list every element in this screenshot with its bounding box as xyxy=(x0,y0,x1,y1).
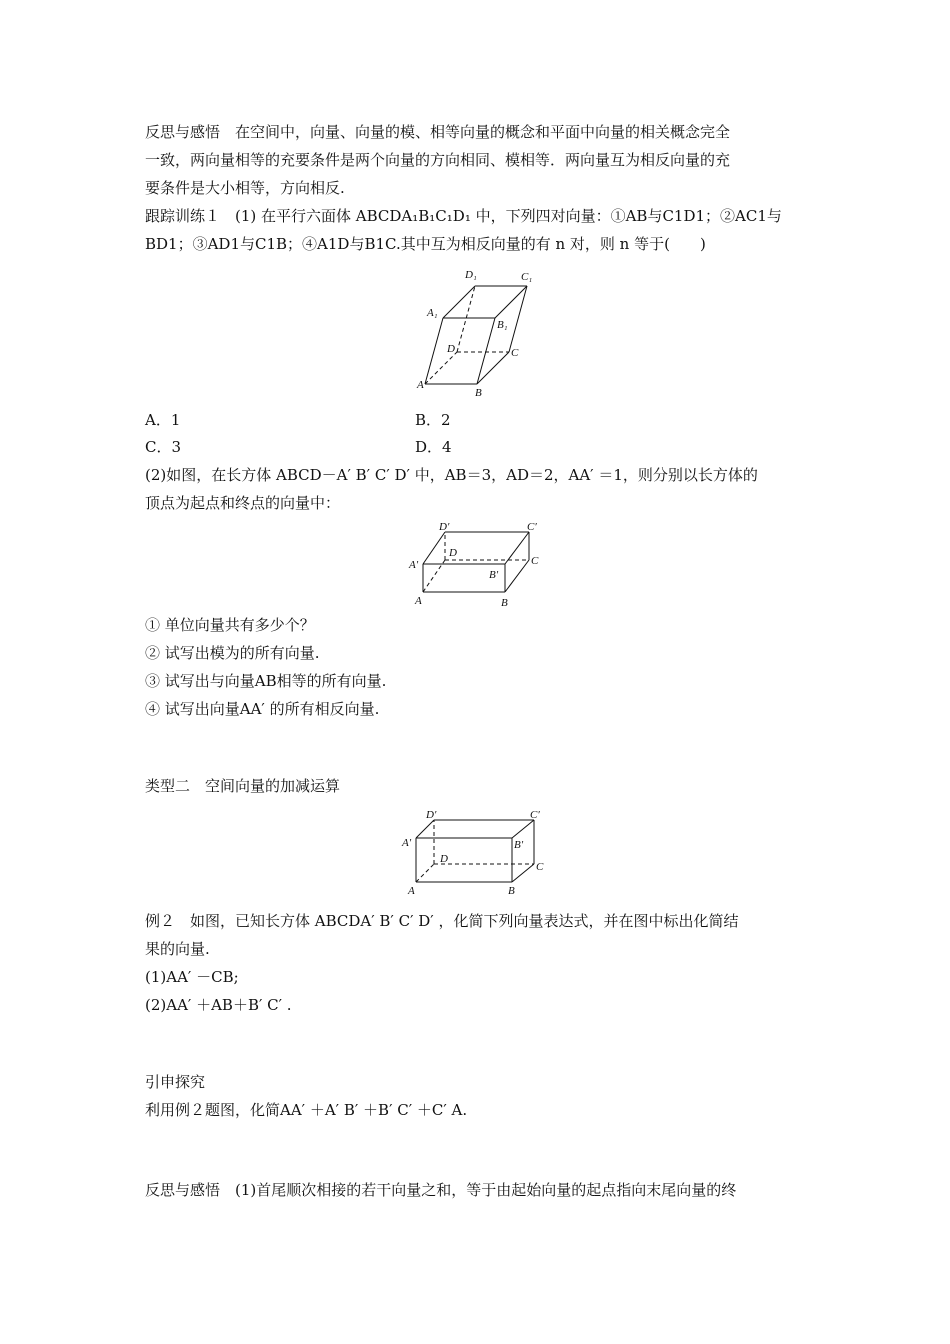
example2-line-2: 果的向量. xyxy=(145,940,210,958)
label-B: B xyxy=(508,885,515,897)
example2-item-1: (1)AA′ －CB; xyxy=(145,968,239,986)
label-B: B xyxy=(475,387,482,399)
label-D: D xyxy=(449,547,457,559)
label-C1: C₁ xyxy=(521,271,533,283)
label-A: A xyxy=(417,379,424,391)
label-D-prime: D′ xyxy=(439,521,450,533)
example2-line-1: 例２ 如图，已知长方体 ABCDA′ B′ C′ D′ ，化简下列向量表达式，并在图中标出化简结 xyxy=(145,912,739,930)
label-C: C xyxy=(511,347,519,359)
label-B-prime: B′ xyxy=(489,569,499,581)
label-A: A xyxy=(408,885,415,897)
label-A: A xyxy=(415,595,422,607)
type2-heading: 类型二 空间向量的加减运算 xyxy=(145,777,341,795)
label-B-prime: B′ xyxy=(514,839,524,851)
option-b[interactable]: B．2 xyxy=(415,411,451,429)
label-B1: B₁ xyxy=(497,319,508,331)
extension-text: 利用例２题图，化简AA′ ＋A′ B′ ＋B′ C′ ＋C′ A. xyxy=(145,1101,468,1119)
parallelepiped-figure xyxy=(415,264,555,399)
option-d[interactable]: D．4 xyxy=(415,438,452,456)
label-D: D xyxy=(447,343,455,355)
exercise1b-line-1: (2)如图，在长方体 ABCD－A′ B′ C′ D′ 中，AB＝3，AD＝2，AA′ ＝1，则分别以长方体的 xyxy=(145,466,758,484)
label-C-prime: C′ xyxy=(530,809,540,821)
label-A1: A₁ xyxy=(427,307,438,319)
exercise1-line-2: BD1；③AD1与C1B；④A1D与B1C.其中互为相反向量的有 n 对，则 n 等于( ) xyxy=(145,235,706,253)
label-C: C xyxy=(531,555,539,567)
exercise1b-line-2: 顶点为起点和终点的向量中： xyxy=(145,494,341,512)
reflection-line-3: 要条件是大小相等，方向相反. xyxy=(145,179,345,197)
subitem-2: ② 试写出模为的所有向量. xyxy=(145,644,320,662)
example2-item-2: (2)AA′ ＋AB＋B′ C′ . xyxy=(145,996,292,1014)
label-D-prime: D′ xyxy=(426,809,437,821)
exercise1-line-1: 跟踪训练１ (1) 在平行六面体 ABCDA₁B₁C₁D₁ 中，下列四对向量：①AB与C1D1；②AC1与 xyxy=(145,207,782,225)
cuboid-figure-2 xyxy=(400,808,550,900)
subitem-1: ① 单位向量共有多少个？ xyxy=(145,616,315,634)
label-C-prime: C′ xyxy=(527,521,537,533)
reflection-line-2: 一致，两向量相等的充要条件是两个向量的方向相同、模相等．两向量互为相反向量的充 xyxy=(145,151,731,169)
label-A-prime: A′ xyxy=(409,559,419,571)
label-D1: D₁ xyxy=(465,269,477,281)
label-B: B xyxy=(501,597,508,609)
cuboid-figure-1 xyxy=(405,518,555,610)
reflection-line-1: 反思与感悟 在空间中，向量、向量的模、相等向量的概念和平面中向量的相关概念完全 xyxy=(145,123,731,141)
subitem-4: ④ 试写出向量AA′ 的所有相反向量. xyxy=(145,700,380,718)
subitem-3: ③ 试写出与向量AB相等的所有向量. xyxy=(145,672,387,690)
option-a[interactable]: A．1 xyxy=(145,411,181,429)
reflection2-line-1: 反思与感悟 (1)首尾顺次相接的若干向量之和，等于由起始向量的起点指向末尾向量的终 xyxy=(145,1181,737,1199)
label-A-prime: A′ xyxy=(402,837,412,849)
label-C: C xyxy=(536,861,544,873)
option-c[interactable]: C．3 xyxy=(145,438,182,456)
label-D: D xyxy=(440,853,448,865)
extension-title: 引申探究 xyxy=(145,1073,206,1091)
